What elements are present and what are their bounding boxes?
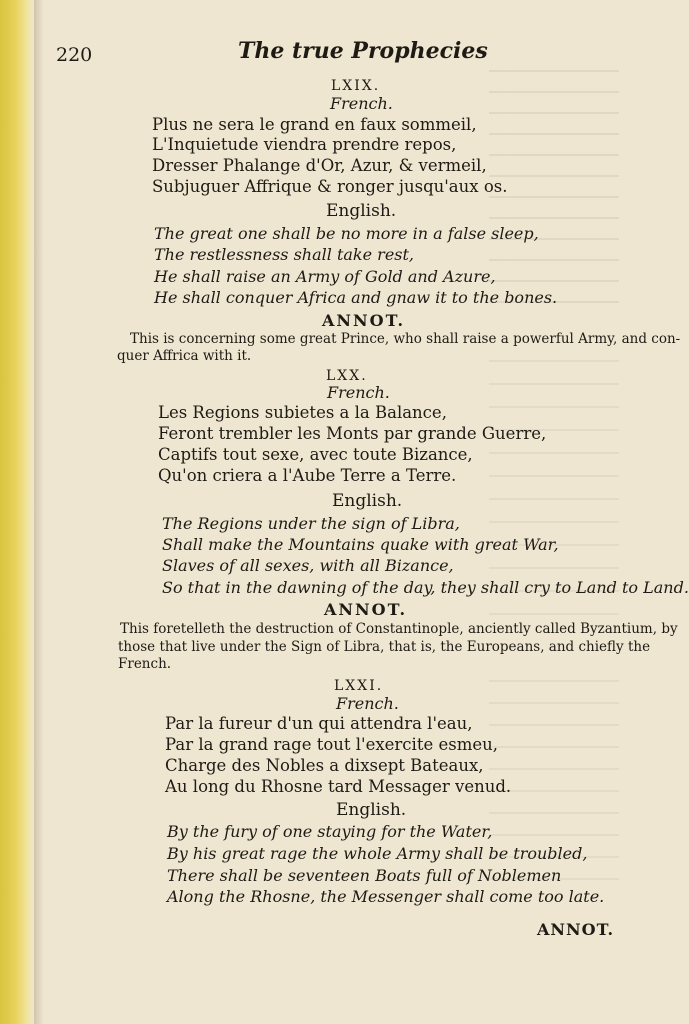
english-heading: English. <box>332 491 403 511</box>
show-through-text <box>489 70 619 310</box>
annotation-line: This foretelleth the destruction of Constantinople, anciently called Byzantium, by <box>120 621 678 637</box>
verse-line: Plus ne sera le grand en faux sommeil, <box>152 115 477 134</box>
verse-line: Au long du Rhosne tard Messager venud. <box>165 777 512 796</box>
verse-line: The great one shall be no more in a false sleep, <box>154 224 539 243</box>
verse-line: Les Regions subietes a la Balance, <box>158 403 447 422</box>
verse-line: Par la grand rage tout l'exercite esmeu, <box>165 735 498 754</box>
page-gilt-edge <box>0 0 34 1024</box>
verse-line: The restlessness shall take rest, <box>154 245 415 264</box>
verse-line: Dresser Phalange d'Or, Azur, & vermeil, <box>152 156 487 175</box>
quatrain-number: LXXI. <box>334 678 384 694</box>
verse-line: Shall make the Mountains quake with great War, <box>162 535 559 554</box>
verse-line: Along the Rhosne, the Messenger shall come too late. <box>167 887 605 906</box>
verse-line: He shall conquer Africa and gnaw it to the bones. <box>154 288 558 307</box>
quatrain-number: LXX. <box>326 368 368 384</box>
annotation-line: quer Affrica with it. <box>117 348 252 364</box>
french-heading: French. <box>327 383 390 402</box>
annotation-heading: ANNOT. <box>324 600 408 619</box>
page-gutter-shadow <box>34 0 44 1024</box>
verse-line: Feront trembler les Monts par grande Guerre, <box>158 424 547 443</box>
catchword: ANNOT. <box>537 920 615 939</box>
annotation-line: French. <box>118 656 172 672</box>
english-heading: English. <box>326 201 397 221</box>
english-heading: English. <box>336 800 407 820</box>
verse-line: L'Inquietude viendra prendre repos, <box>152 135 457 154</box>
running-title: The true Prophecies <box>238 38 488 64</box>
page-number: 220 <box>56 44 93 66</box>
verse-line: Slaves of all sexes, with all Bizance, <box>162 556 454 575</box>
annotation-heading: ANNOT. <box>322 311 406 330</box>
french-heading: French. <box>336 694 399 713</box>
verse-line: The Regions under the sign of Libra, <box>162 514 460 533</box>
verse-line: Subjuguer Affrique & ronger jusqu'aux os. <box>152 177 508 196</box>
annotation-line: those that live under the Sign of Libra, that is, the Europeans, and chiefly the <box>118 639 651 655</box>
verse-line: By the fury of one staying for the Water, <box>167 822 493 841</box>
verse-line: So that in the dawning of the day, they shall cry to Land to Land. <box>162 578 689 597</box>
verse-line: Charge des Nobles a dixsept Bateaux, <box>165 756 484 775</box>
verse-line: There shall be seventeen Boats full of Noblemen <box>167 866 562 885</box>
verse-line: Par la fureur d'un qui attendra l'eau, <box>165 714 473 733</box>
verse-line: Qu'on criera a l'Aube Terre a Terre. <box>158 466 457 485</box>
french-heading: French. <box>330 94 393 113</box>
quatrain-number: LXIX. <box>331 78 381 94</box>
verse-line: By his great rage the whole Army shall be troubled, <box>167 844 588 863</box>
annotation-line: This is concerning some great Prince, who shall raise a powerful Army, and con- <box>130 331 681 347</box>
verse-line: Captifs tout sexe, avec toute Bizance, <box>158 445 473 464</box>
verse-line: He shall raise an Army of Gold and Azure, <box>154 267 496 286</box>
